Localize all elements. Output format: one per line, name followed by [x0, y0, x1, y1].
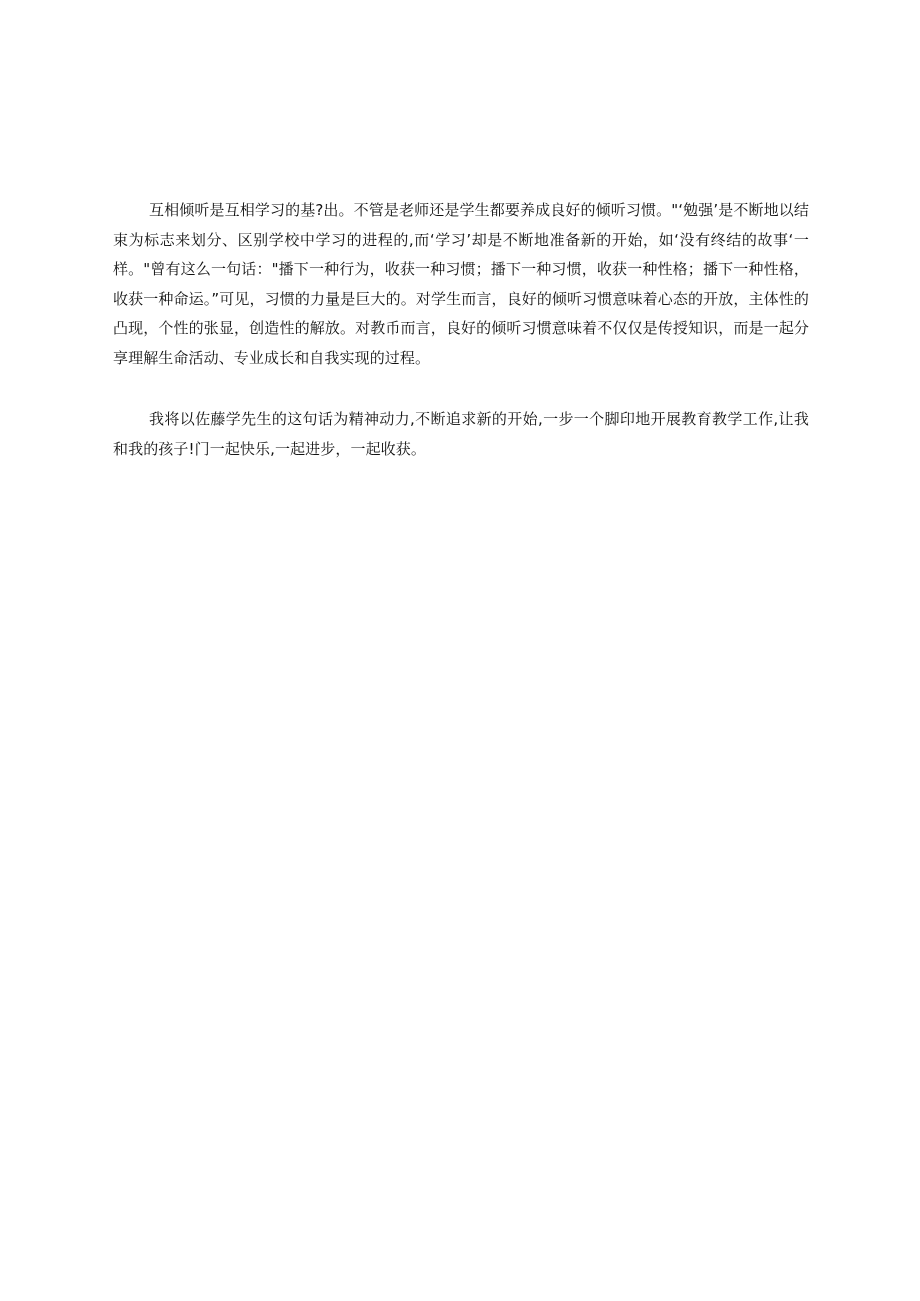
- paragraph-listening-habits: 互相倾听是互相学习的基?出。不管是老师还是学生都要养成良好的倾听习惯。"‘勉强’是不断地以结束为标志来划分、区别学校中学习的进程的,而‘学习’却是不断地准备新的开始，如‘没有终结的故事‘一样。"曾有这么一句话："播下一种行为，收获一种习惯；播下一种习惯，收获一种性格；播下一种性格，收获一种命运。”可见，习惯的力量是巨大的。对学生而言，良好的倾听习惯意味着心态的开放，主体性的凸现，个性的张显，创造性的解放。对教币而言，良好的倾听习惯意味着不仅仅是传授知识，而是一起分享理解生命活动、专业成长和自我实现的过程。: [113, 201, 809, 367]
- paragraph-closing-resolution: 我将以佐藤学先生的这句话为精神动力,不断追求新的开始,一步一个脚印地开展教育教学工作,让我和我的孩子!门一起快乐,一起进步，一起收获。: [113, 410, 809, 458]
- document-body: [113, 196, 809, 464]
